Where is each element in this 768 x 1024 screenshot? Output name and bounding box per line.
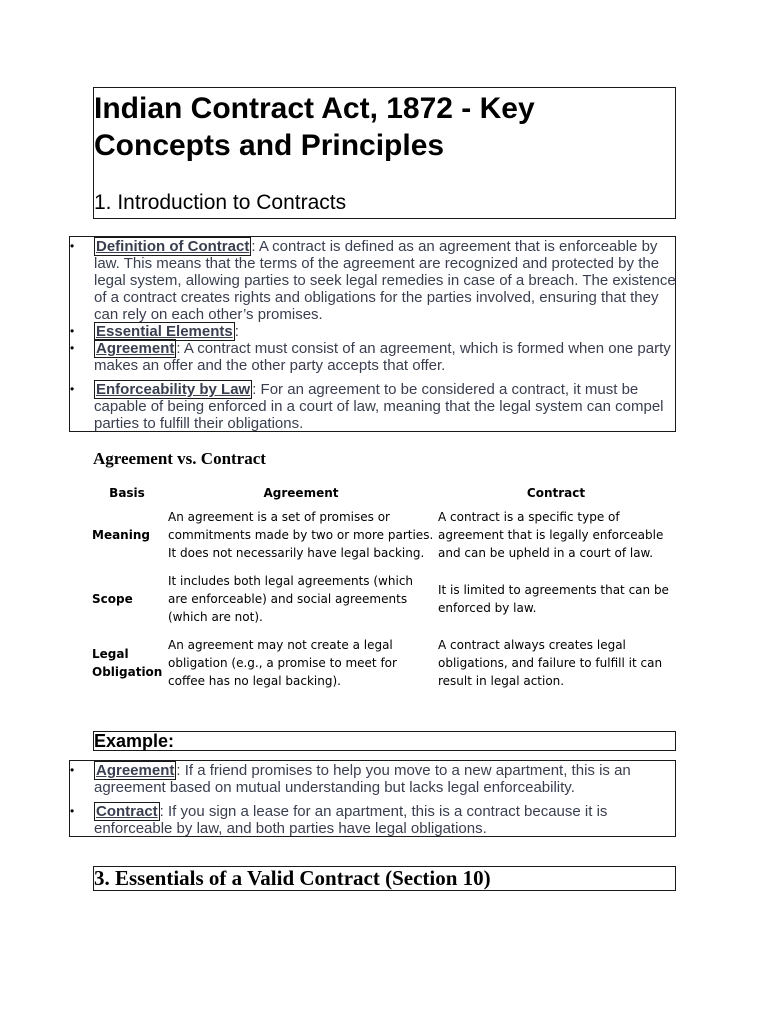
cell-agreement: An agreement is a set of promises or commitments made by two or more parties. It does not necessarily have legal backing. bbox=[168, 510, 434, 560]
section-3-heading: 3. Essentials of a Valid Contract (Section 10) bbox=[94, 866, 491, 890]
bullet: • bbox=[70, 239, 75, 253]
term-agreement: Agreement bbox=[96, 340, 175, 357]
list-item-essential-elements bbox=[70, 323, 677, 340]
cell-basis: Legal Obligation bbox=[92, 647, 163, 679]
item-text: : bbox=[234, 323, 239, 340]
item-text: : A contract must consist of an agreement, which is formed when one party makes an offer and the other party accepts that offer. bbox=[94, 340, 671, 374]
term-essential-elements: Essential Elements bbox=[96, 323, 233, 340]
header-agreement: Agreement bbox=[263, 486, 339, 500]
item-text: : If a friend promises to help you move to a new apartment, this is an agreement based on mutual understanding but lacks legal enforceability. bbox=[94, 762, 631, 796]
section-3-heading-box bbox=[93, 866, 676, 891]
bullet: • bbox=[70, 341, 75, 355]
item-text: : A contract is defined as an agreement that is enforceable by law. This means that the terms of the agreement are recognized and protected by the legal system, allowing parties to seek legal remedies in case of a breach. The existence of a contract creates rights and obligations for the parties involved, ensuring that they can rely on each other’s promises. bbox=[94, 238, 676, 323]
term-example-agreement: Agreement bbox=[96, 762, 175, 779]
example-heading-box bbox=[93, 731, 676, 751]
list-item-example-agreement bbox=[70, 762, 677, 796]
list-item-example-contract bbox=[70, 803, 677, 837]
bullet: • bbox=[70, 324, 75, 338]
agreement-vs-contract-table bbox=[88, 482, 676, 694]
cell-contract: It is limited to agreements that can be enforced by law. bbox=[438, 583, 669, 615]
term-example-contract: Contract bbox=[96, 803, 158, 820]
intro-bullet-list bbox=[69, 236, 676, 432]
bullet: • bbox=[70, 763, 75, 777]
bullet: • bbox=[70, 804, 75, 818]
cell-basis: Scope bbox=[92, 592, 133, 606]
term-enforceability-by-law: Enforceability by Law bbox=[96, 381, 251, 398]
section-1-heading: 1. Introduction to Contracts bbox=[94, 191, 347, 214]
table-header-row bbox=[88, 482, 676, 504]
cell-contract: A contract always creates legal obligations, and failure to fulfill it can result in legal action. bbox=[438, 638, 663, 688]
item-text: : For an agreement to be considered a contract, it must be capable of being enforced in a court of law, meaning that the legal system can compel parties to fulfill their obligations. bbox=[94, 381, 664, 432]
title-box bbox=[93, 87, 676, 219]
table-row bbox=[88, 632, 676, 694]
table-title: Agreement vs. Contract bbox=[93, 449, 266, 468]
example-bullet-list bbox=[69, 760, 676, 837]
header-contract: Contract bbox=[526, 486, 586, 500]
example-heading: Example: bbox=[94, 731, 175, 751]
header-basis: Basis bbox=[109, 486, 145, 500]
term-definition-of-contract: Definition of Contract bbox=[96, 238, 250, 255]
table-row bbox=[88, 566, 676, 632]
cell-agreement: An agreement may not create a legal obligation (e.g., a promise to meet for coffee has no legal backing). bbox=[168, 638, 397, 688]
item-text: : If you sign a lease for an apartment, this is a contract because it is enforceable by law, and both parties have legal obligations. bbox=[94, 803, 608, 837]
list-item-definition-of-contract bbox=[70, 238, 677, 323]
cell-basis: Meaning bbox=[92, 528, 150, 542]
cell-agreement: It includes both legal agreements (which are enforceable) and social agreements (which are not). bbox=[168, 574, 414, 624]
list-item-agreement bbox=[70, 340, 677, 374]
table-row bbox=[88, 504, 676, 566]
cell-contract: A contract is a specific type of agreement that is legally enforceable and can be upheld in a court of law. bbox=[438, 510, 664, 560]
list-item-enforceability-by-law bbox=[70, 381, 677, 432]
bullet: • bbox=[70, 382, 75, 396]
page-title: Indian Contract Act, 1872 - Key Concepts and Principles bbox=[94, 92, 535, 162]
